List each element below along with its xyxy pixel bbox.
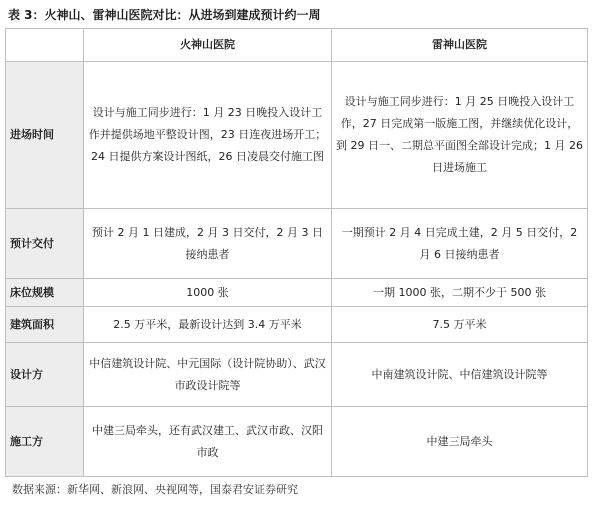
table-row xyxy=(6,307,588,343)
cell-leishenshan-designer: 中南建筑设计院、中信建筑设计院等 xyxy=(332,343,588,407)
table-row xyxy=(6,407,588,477)
row-label-contractor: 施工方 xyxy=(6,407,84,477)
row-label-delivery: 预计交付 xyxy=(6,209,84,279)
row-label-beds: 床位规模 xyxy=(6,279,84,307)
table-row xyxy=(6,279,588,307)
cell-huoshenshan-beds: 1000 张 xyxy=(84,279,332,307)
cell-huoshenshan-area: 2.5 万平米，最新设计达到 3.4 万平米 xyxy=(84,307,332,343)
row-label-entry-time: 进场时间 xyxy=(6,62,84,209)
cell-leishenshan-contractor: 中建三局牵头 xyxy=(332,407,588,477)
row-label-area: 建筑面积 xyxy=(6,307,84,343)
row-label-designer: 设计方 xyxy=(6,343,84,407)
comparison-table xyxy=(5,28,588,477)
cell-huoshenshan-contractor: 中建三局牵头，还有武汉建工、武汉市政、汉阳市政 xyxy=(84,407,332,477)
cell-leishenshan-beds: 一期 1000 张，二期不少于 500 张 xyxy=(332,279,588,307)
cell-leishenshan-area: 7.5 万平米 xyxy=(332,307,588,343)
header-corner-cell xyxy=(6,29,84,62)
header-huoshenshan: 火神山医院 xyxy=(84,29,332,62)
cell-huoshenshan-delivery: 预计 2 月 1 日建成，2 月 3 日交付，2 月 3 日接纳患者 xyxy=(84,209,332,279)
header-leishenshan: 雷神山医院 xyxy=(332,29,588,62)
cell-leishenshan-delivery: 一期预计 2 月 4 日完成土建，2 月 5 日交付，2 月 6 日接纳患者 xyxy=(332,209,588,279)
table-header-row xyxy=(6,29,588,62)
table-row xyxy=(6,62,588,209)
source-note: 数据来源：新华网、新浪网、央视网等，国泰君安证券研究 xyxy=(12,483,298,496)
table-title: 表 3：火神山、雷神山医院对比：从进场到建成预计约一周 xyxy=(8,8,321,22)
cell-huoshenshan-designer: 中信建筑设计院、中元国际（设计院协助）、武汉市政设计院等 xyxy=(84,343,332,407)
cell-leishenshan-entry-time: 设计与施工同步进行：1 月 25 日晚投入设计工作，27 日完成第一版施工图，并继续优化设计，到 29 日一、二期总平面图全部设计完成；1 月 26 日进场施工 xyxy=(332,62,588,209)
table-row xyxy=(6,343,588,407)
cell-huoshenshan-entry-time: 设计与施工同步进行：1 月 23 日晚投入设计工作并提供场地平整设计图，23 日连夜进场开工；24 日提供方案设计图纸，26 日凌晨交付施工图 xyxy=(84,62,332,209)
table-row xyxy=(6,209,588,279)
